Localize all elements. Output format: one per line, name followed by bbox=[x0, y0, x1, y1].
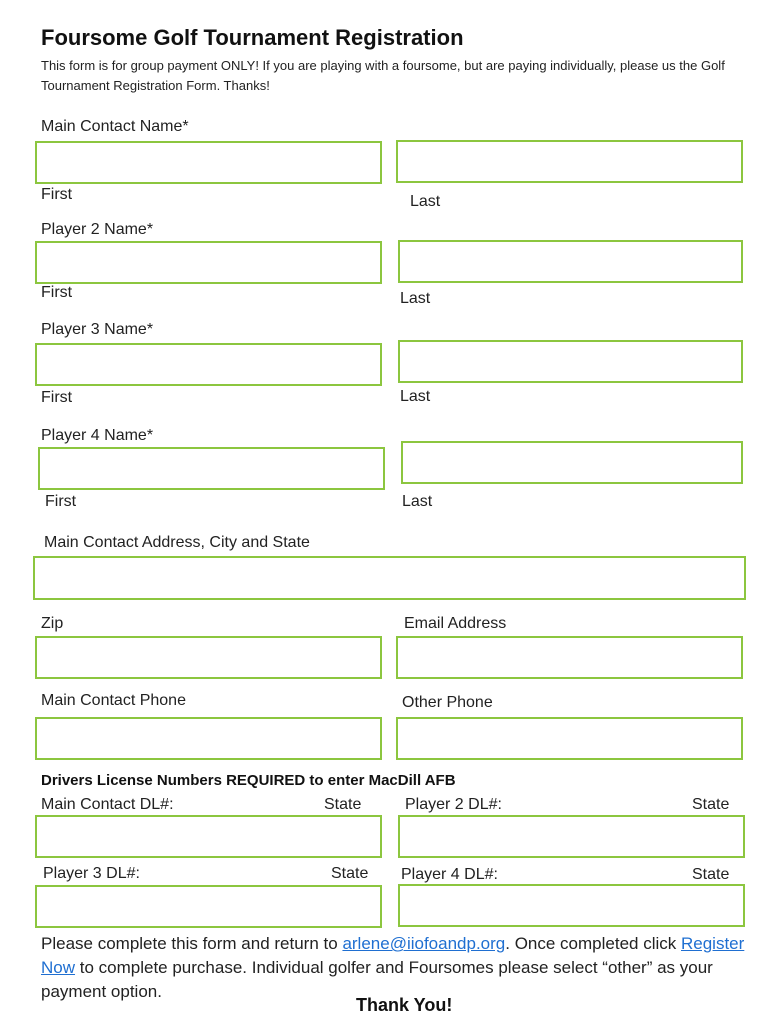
player2-last-input[interactable] bbox=[398, 240, 743, 283]
address-label: Main Contact Address, City and State bbox=[44, 534, 310, 551]
main-contact-last-input[interactable] bbox=[396, 140, 743, 183]
footer-instructions bbox=[41, 932, 751, 1004]
player2-last-caption: Last bbox=[400, 290, 431, 307]
player2-label: Player 2 Name* bbox=[41, 221, 154, 238]
intro-text: This form is for group payment ONLY! If you are playing with a foursome, but are paying individually, please us the Golf Tournament Registration Form. Thanks! bbox=[41, 58, 725, 93]
footer-text-2: . Once completed click bbox=[505, 934, 681, 953]
email-input[interactable] bbox=[396, 636, 743, 679]
footer-text-1: Please complete this form and return to bbox=[41, 934, 343, 953]
player3-first-caption: First bbox=[41, 389, 73, 406]
other-phone-label: Other Phone bbox=[402, 694, 493, 711]
zip-input[interactable] bbox=[35, 636, 382, 679]
main-dl-input[interactable] bbox=[35, 815, 382, 858]
player3-last-input[interactable] bbox=[398, 340, 743, 383]
main-contact-first-caption: First bbox=[41, 186, 73, 203]
p2-dl-label: Player 2 DL#: bbox=[405, 796, 502, 813]
player2-first-caption: First bbox=[41, 284, 73, 301]
p3-dl-input[interactable] bbox=[35, 885, 382, 928]
player3-last-caption: Last bbox=[400, 388, 431, 405]
p4-dl-state-label: State bbox=[692, 866, 730, 883]
footer-text-3: to complete purchase. Individual golfer and Foursomes please select “other” as your payment option. bbox=[41, 958, 713, 1001]
main-contact-last-caption: Last bbox=[410, 193, 441, 210]
main-phone-input[interactable] bbox=[35, 717, 382, 760]
p4-dl-input[interactable] bbox=[398, 884, 745, 927]
email-link[interactable]: arlene@iiofoandp.org bbox=[342, 934, 506, 953]
player4-last-caption: Last bbox=[402, 493, 433, 510]
address-input[interactable] bbox=[33, 556, 746, 600]
player4-last-input[interactable] bbox=[401, 441, 743, 484]
player4-first-caption: First bbox=[45, 493, 77, 510]
p3-dl-label: Player 3 DL#: bbox=[43, 865, 140, 882]
thank-you-text: Thank You! bbox=[356, 995, 453, 1015]
p4-dl-label: Player 4 DL#: bbox=[401, 866, 498, 883]
p2-dl-state-label: State bbox=[692, 796, 730, 813]
player3-first-input[interactable] bbox=[35, 343, 382, 386]
dl-required-heading: Drivers License Numbers REQUIRED to enter MacDill AFB bbox=[41, 772, 456, 789]
zip-label: Zip bbox=[41, 615, 64, 632]
player4-label: Player 4 Name* bbox=[41, 427, 154, 444]
player4-first-input[interactable] bbox=[38, 447, 385, 490]
main-contact-first-input[interactable] bbox=[35, 141, 382, 184]
main-dl-state-label: State bbox=[324, 796, 362, 813]
page-title: Foursome Golf Tournament Registration bbox=[41, 25, 464, 50]
main-contact-label: Main Contact Name* bbox=[41, 118, 189, 135]
p2-dl-input[interactable] bbox=[398, 815, 745, 858]
register-now-link[interactable]: Register Now bbox=[41, 934, 745, 977]
main-dl-label: Main Contact DL#: bbox=[41, 796, 174, 813]
email-label: Email Address bbox=[404, 615, 507, 632]
p3-dl-state-label: State bbox=[331, 865, 369, 882]
main-phone-label: Main Contact Phone bbox=[41, 692, 186, 709]
player3-label: Player 3 Name* bbox=[41, 321, 154, 338]
other-phone-input[interactable] bbox=[396, 717, 743, 760]
player2-first-input[interactable] bbox=[35, 241, 382, 284]
